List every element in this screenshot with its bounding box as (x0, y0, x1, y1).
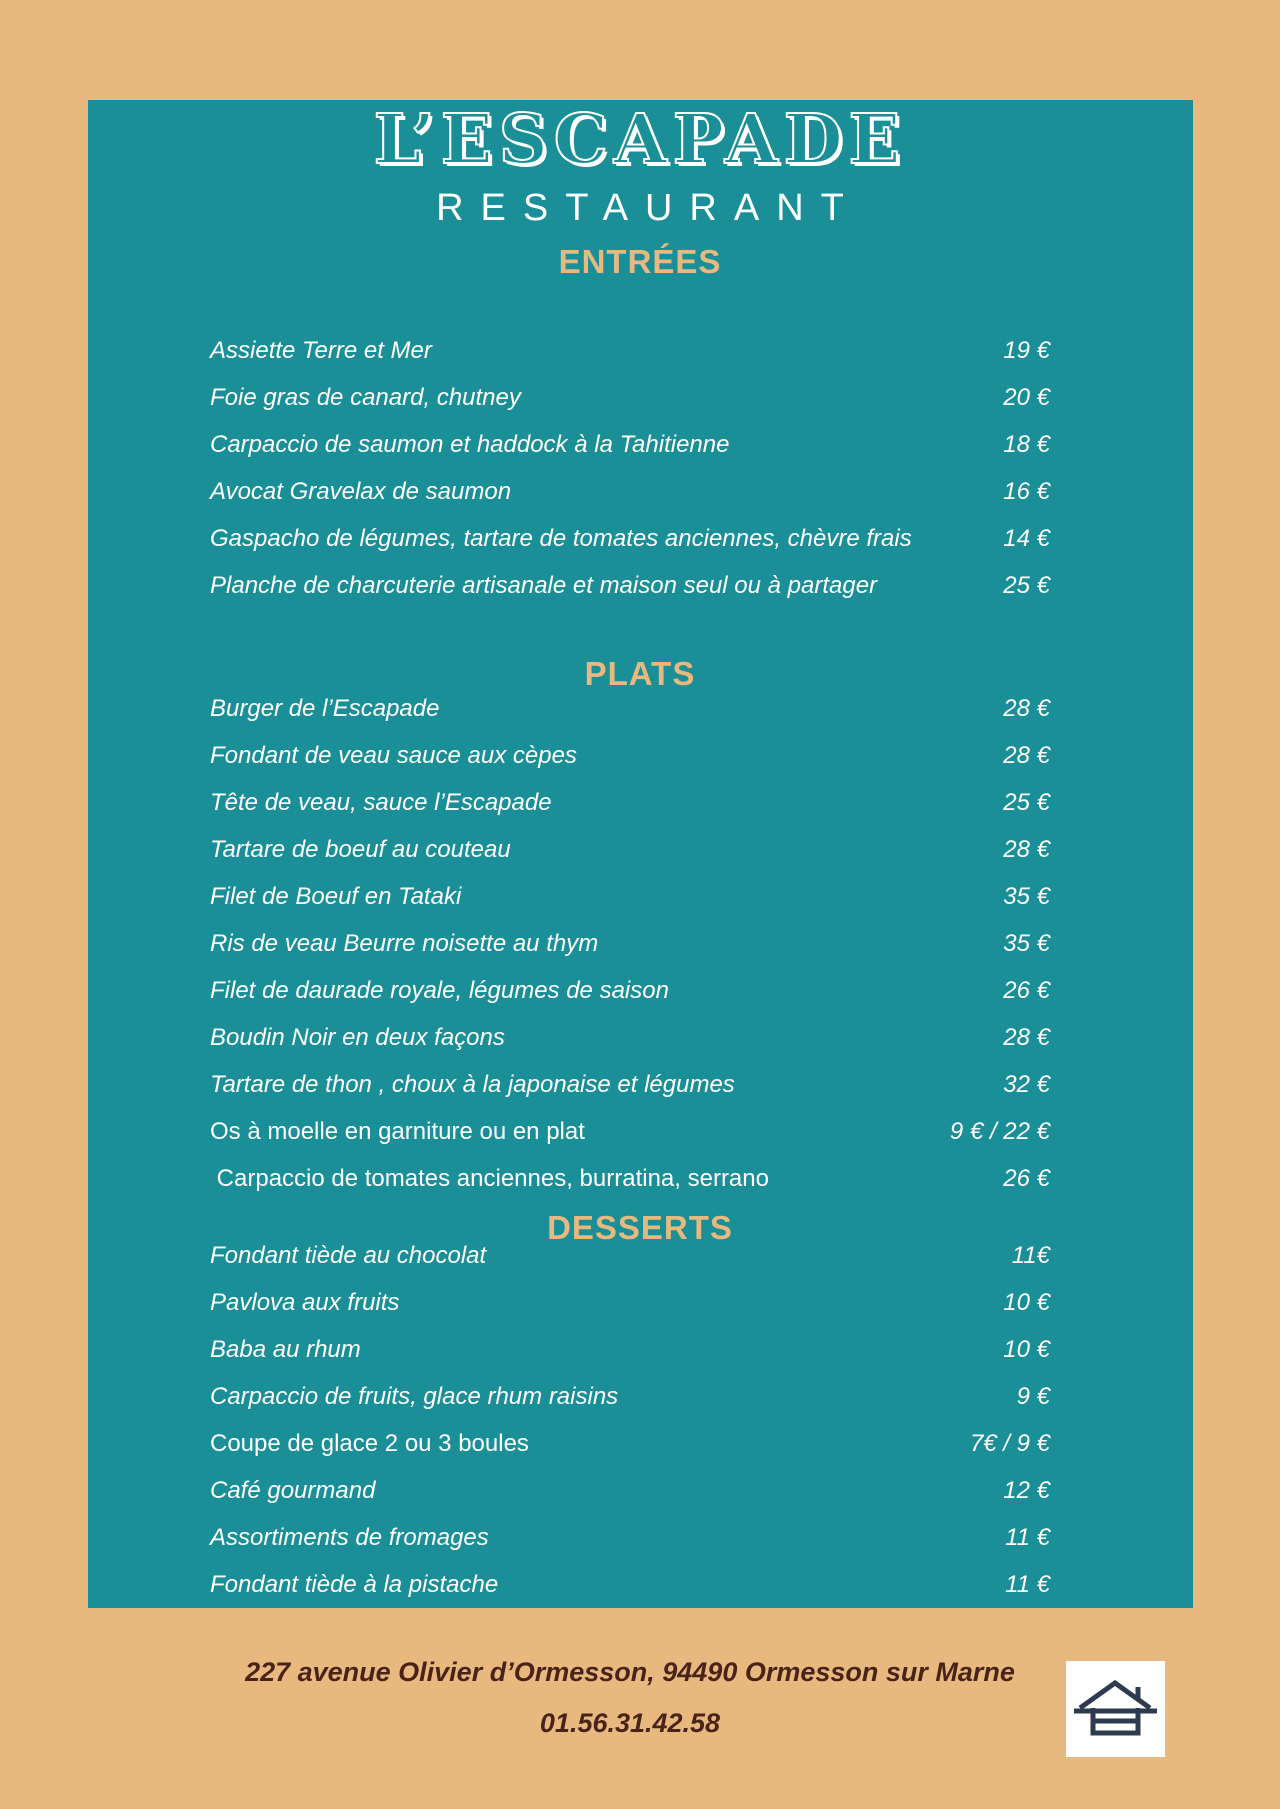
menu-item (210, 1018, 1050, 1058)
item-name: Gaspacho de légumes, tartare de tomates anciennes, chèvre frais (210, 525, 912, 552)
item-name: Fondant tiède au chocolat (210, 1242, 487, 1269)
menu-item (210, 924, 1050, 964)
item-name: Burger de l’Escapade (210, 695, 440, 722)
item-price: 11 € (1005, 1571, 1050, 1598)
menu-item (210, 566, 1050, 606)
item-name: Carpaccio de saumon et haddock à la Tahitienne (210, 431, 730, 458)
item-price: 7€ / 9 € (969, 1430, 1050, 1457)
menu-item (210, 378, 1050, 418)
item-price: 19 € (1003, 337, 1050, 364)
item-name: Os à moelle en garniture ou en plat (210, 1118, 585, 1145)
item-price: 28 € (1003, 695, 1050, 722)
menu-item (210, 971, 1050, 1011)
menu-item (210, 1283, 1050, 1323)
item-price: 20 € (1003, 384, 1050, 411)
restaurant-subtitle: RESTAURANT (436, 187, 861, 229)
menu-item (210, 1159, 1050, 1199)
menu-item (210, 1424, 1050, 1464)
item-price: 26 € (1003, 1165, 1050, 1192)
item-price: 18 € (1003, 431, 1050, 458)
item-price: 10 € (1003, 1289, 1050, 1316)
footer-phone: 01.56.31.42.58 (539, 1708, 721, 1738)
item-name: Fondant tiède à la pistache (210, 1571, 499, 1598)
menu-item (210, 1065, 1050, 1105)
item-name: Planche de charcuterie artisanale et maison seul ou à partager (210, 572, 878, 599)
item-price: 11€ (1011, 1242, 1050, 1269)
menu-item (210, 331, 1050, 371)
menu-item (210, 1565, 1050, 1605)
menu-item (210, 1377, 1050, 1417)
item-price: 35 € (1003, 883, 1050, 910)
item-price: 10 € (1003, 1336, 1050, 1363)
footer-address: 227 avenue Olivier d’Ormesson, 94490 Ormesson sur Marne (245, 1657, 1015, 1687)
menu-item (210, 425, 1050, 465)
menu-item (210, 783, 1050, 823)
item-name: Carpaccio de tomates anciennes, burratina, serrano (210, 1165, 769, 1192)
menu-item (210, 1330, 1050, 1370)
item-price: 26 € (1003, 977, 1050, 1004)
item-name: Assortiments de fromages (210, 1524, 489, 1551)
menu-item (210, 519, 1050, 559)
item-name: Foie gras de canard, chutney (210, 384, 521, 411)
item-name: Baba au rhum (210, 1336, 361, 1363)
item-name: Pavlova aux fruits (210, 1289, 400, 1316)
menu-item (210, 472, 1050, 512)
menu-item (210, 1112, 1050, 1152)
section-title-entrees: ENTRÉES (558, 243, 722, 280)
item-price: 25 € (1003, 789, 1050, 816)
item-name: Café gourmand (210, 1477, 376, 1504)
item-name: Boudin Noir en deux façons (210, 1024, 505, 1051)
item-price: 32 € (1003, 1071, 1050, 1098)
item-name: Fondant de veau sauce aux cèpes (210, 742, 577, 769)
menu-item (210, 830, 1050, 870)
item-price: 9 € / 22 € (949, 1118, 1050, 1145)
item-price: 25 € (1003, 572, 1050, 599)
menu-item (210, 877, 1050, 917)
item-price: 28 € (1003, 836, 1050, 863)
menu-item (210, 1518, 1050, 1558)
item-price: 35 € (1003, 930, 1050, 957)
item-name: Avocat Gravelax de saumon (210, 478, 512, 505)
item-name: Filet de Boeuf en Tataki (210, 883, 462, 910)
section-title-plats: PLATS (584, 655, 696, 692)
item-name: Tartare de boeuf au couteau (210, 836, 511, 863)
item-price: 12 € (1003, 1477, 1050, 1504)
item-price: 28 € (1003, 742, 1050, 769)
item-price: 11 € (1005, 1524, 1050, 1551)
house-icon (1066, 1661, 1165, 1757)
item-price: 16 € (1003, 478, 1050, 505)
menu-item (210, 736, 1050, 776)
item-name: Assiette Terre et Mer (210, 337, 432, 364)
item-price: 9 € (1016, 1383, 1050, 1410)
menu-item (210, 1471, 1050, 1511)
menu-item (210, 1236, 1050, 1276)
item-name: Carpaccio de fruits, glace rhum raisins (210, 1383, 619, 1410)
menu-item (210, 689, 1050, 729)
restaurant-name: L’ESCAPADE (373, 100, 907, 180)
item-name: Ris de veau Beurre noisette au thym (210, 930, 599, 957)
item-price: 14 € (1003, 525, 1050, 552)
item-name: Tête de veau, sauce l’Escapade (210, 789, 552, 816)
item-name: Filet de daurade royale, légumes de saison (210, 977, 669, 1004)
section-title-desserts: DESSERTS (547, 1209, 733, 1246)
item-name: Coupe de glace 2 ou 3 boules (210, 1430, 529, 1457)
item-name: Tartare de thon , choux à la japonaise et légumes (210, 1071, 735, 1098)
logo-box (1066, 1661, 1165, 1757)
item-price: 28 € (1003, 1024, 1050, 1051)
